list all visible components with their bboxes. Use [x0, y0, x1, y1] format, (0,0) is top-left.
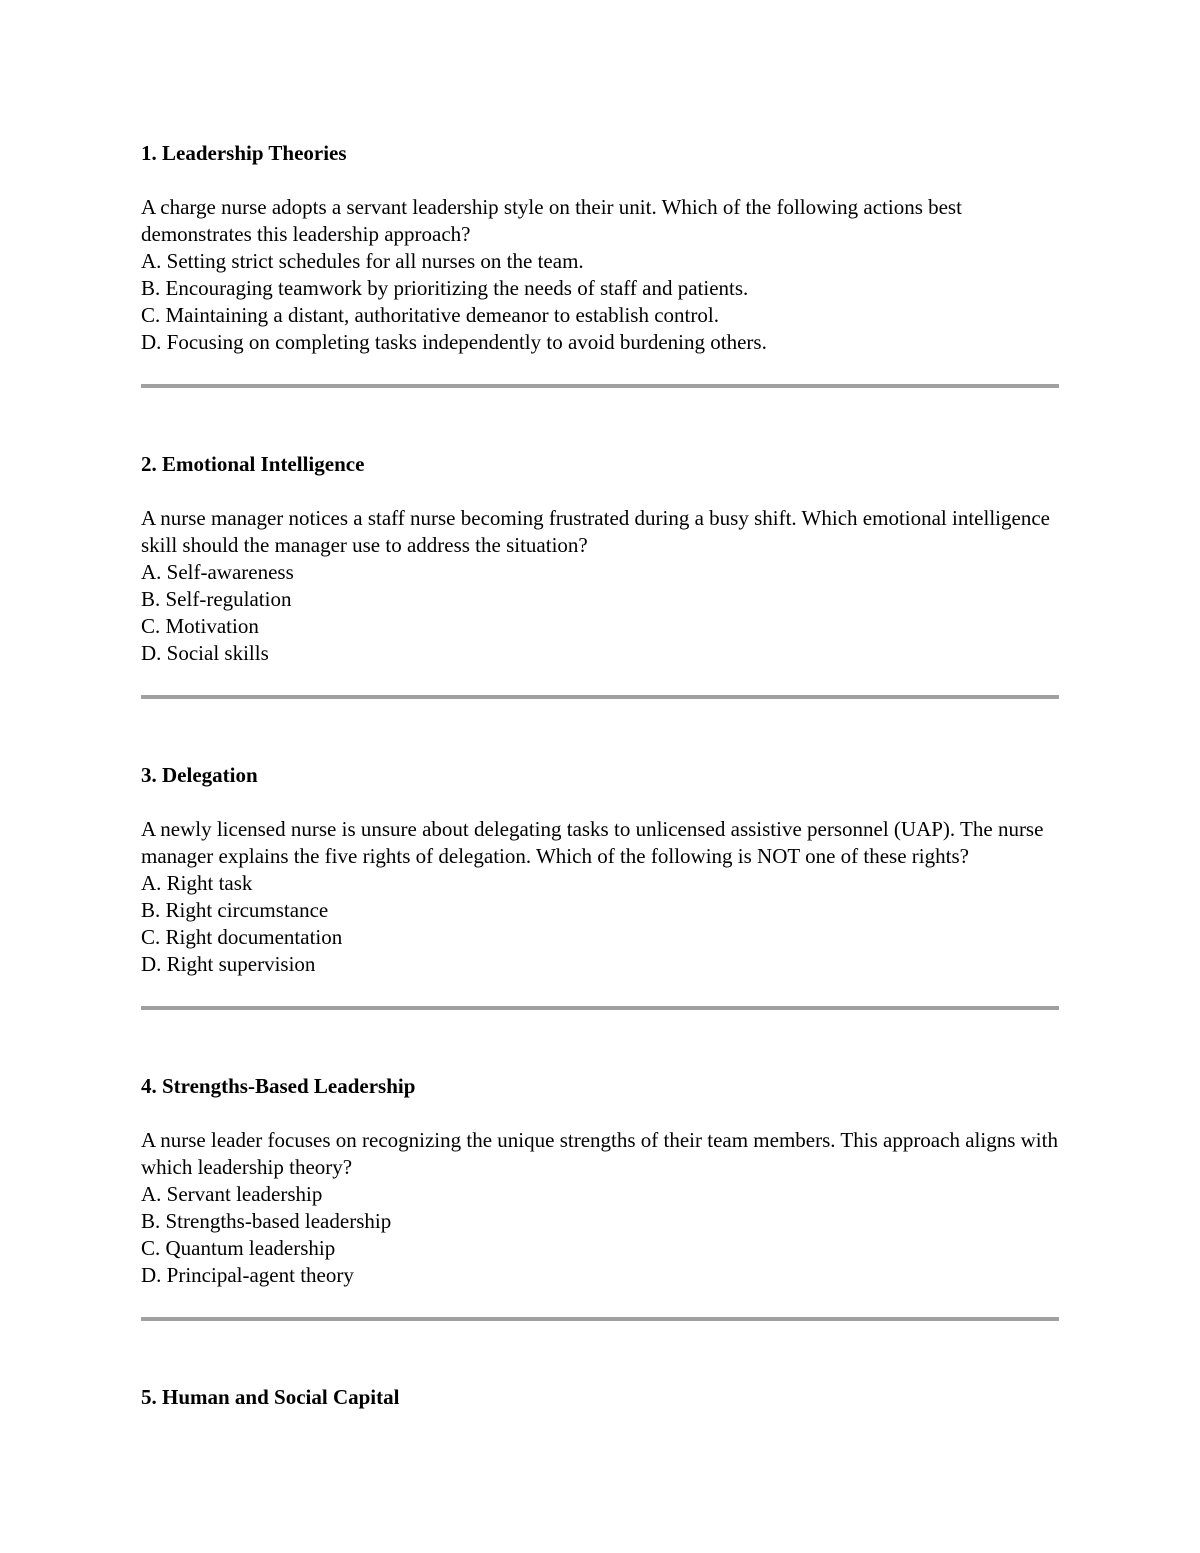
answer-option-b: B. Right circumstance	[141, 898, 329, 922]
answer-options	[141, 870, 1061, 978]
question-title: 1. Leadership Theories	[141, 141, 347, 165]
question-stem: A charge nurse adopts a servant leadership style on their unit. Which of the following actions best demonstrates this leadership approach?	[141, 195, 962, 246]
answer-options	[141, 1181, 1061, 1289]
answer-option-c: C. Quantum leadership	[141, 1236, 336, 1260]
answer-option-c: C. Motivation	[141, 614, 259, 638]
question-5	[141, 1384, 1061, 1411]
answer-option-a: A. Right task	[141, 871, 253, 895]
question-title: 4. Strengths-Based Leadership	[141, 1074, 416, 1098]
document-page	[141, 140, 1061, 1411]
question-title: 3. Delegation	[141, 763, 258, 787]
question-stem: A nurse manager notices a staff nurse becoming frustrated during a busy shift. Which emotional intelligence skill should the manager use to address the situation?	[141, 506, 1050, 557]
question-2	[141, 451, 1061, 667]
question-title: 2. Emotional Intelligence	[141, 452, 365, 476]
answer-option-a: A. Setting strict schedules for all nurses on the team.	[141, 249, 584, 273]
answer-option-b: B. Strengths-based leadership	[141, 1209, 392, 1233]
answer-option-d: D. Right supervision	[141, 952, 316, 976]
answer-option-a: A. Servant leadership	[141, 1182, 323, 1206]
answer-option-b: B. Self-regulation	[141, 587, 292, 611]
answer-option-c: C. Maintaining a distant, authoritative demeanor to establish control.	[141, 303, 719, 327]
question-stem: A newly licensed nurse is unsure about delegating tasks to unlicensed assistive personnel (UAP). The nurse manager explains the five rights of delegation. Which of the following is NOT one of these rights?	[141, 817, 1044, 868]
question-3	[141, 762, 1061, 978]
answer-option-d: D. Social skills	[141, 641, 269, 665]
answer-option-d: D. Focusing on completing tasks independently to avoid burdening others.	[141, 330, 767, 354]
answer-option-c: C. Right documentation	[141, 925, 343, 949]
answer-option-b: B. Encouraging teamwork by prioritizing the needs of staff and patients.	[141, 276, 749, 300]
question-1	[141, 140, 1061, 356]
answer-option-d: D. Principal-agent theory	[141, 1263, 354, 1287]
question-title: 5. Human and Social Capital	[141, 1385, 400, 1409]
question-stem: A nurse leader focuses on recognizing the unique strengths of their team members. This approach aligns with which leadership theory?	[141, 1128, 1058, 1179]
answer-option-a: A. Self-awareness	[141, 560, 294, 584]
question-4	[141, 1073, 1061, 1289]
answer-options	[141, 248, 1061, 356]
answer-options	[141, 559, 1061, 667]
